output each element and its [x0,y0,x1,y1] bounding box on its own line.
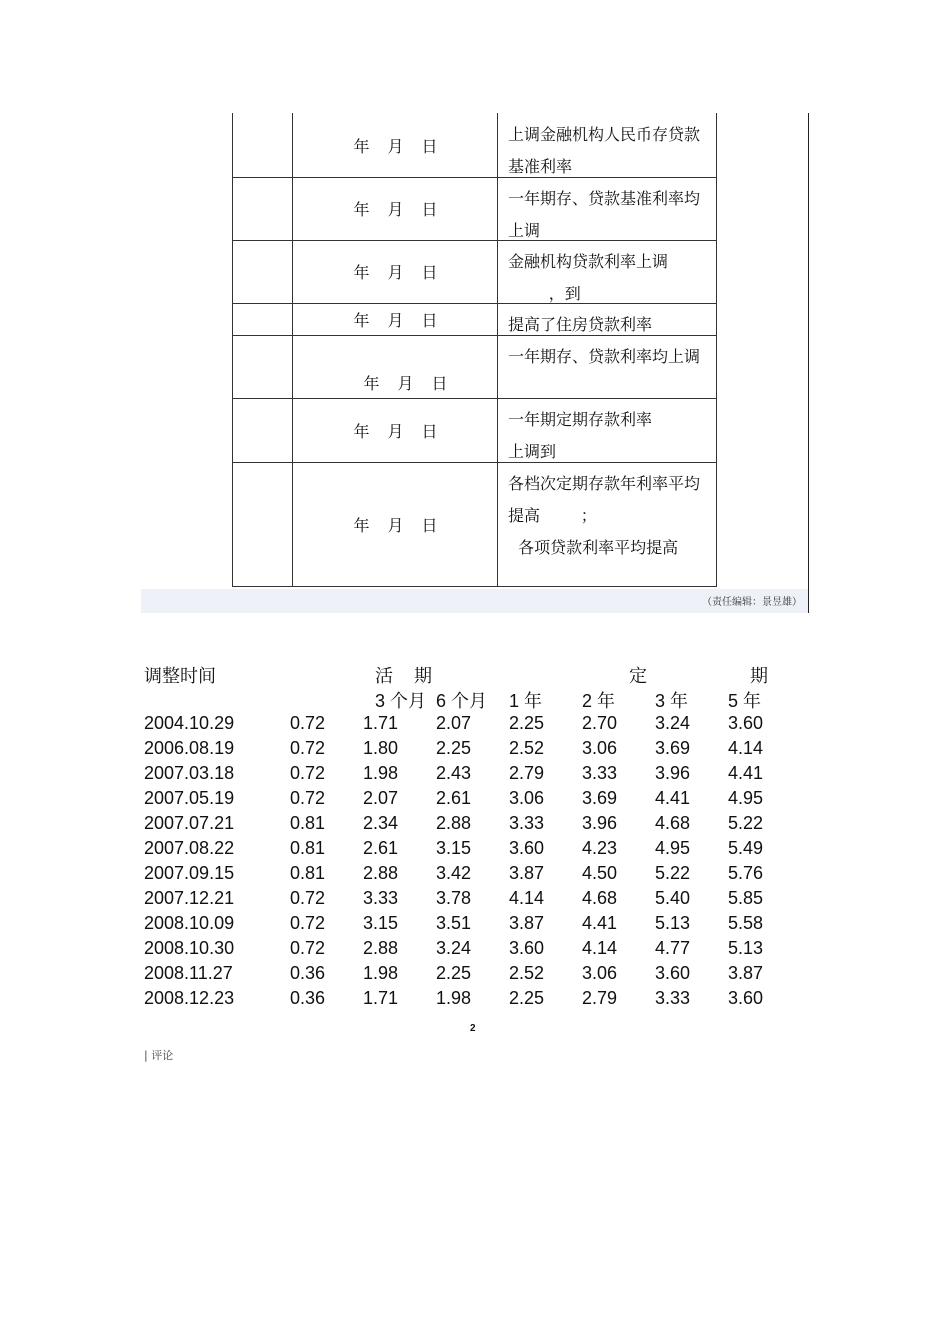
rate-cell: 0.72 [290,713,326,733]
rate-cell: 1.98 [436,988,472,1008]
rate-cell: 5.13 [655,913,691,933]
rate-cell: 0.72 [290,888,326,908]
event-description: 上调金融机构人民币存贷款 基准利率 [508,125,701,176]
rate-cell: 2.34 [363,813,399,833]
adjust-date-cell: 2007.05.19 [144,788,235,808]
event-description: 各档次定期存款年利率平均 提高 ； 各项贷款利率平均提高 [508,474,701,557]
rate-cell: 3.24 [436,938,472,958]
rate-cell: 2.25 [436,963,472,983]
rate-cell: 3.69 [582,788,618,808]
date-cell [293,240,498,303]
header-fixed-1: 定 [629,666,647,687]
rate-cell: 0.72 [290,788,326,808]
adjust-date-cell: 2007.09.15 [144,863,235,883]
rate-cell: 4.95 [655,838,691,858]
rate-cell: 3.87 [509,913,545,933]
rate-events-table [232,113,717,587]
date-month-label: 月 [387,516,404,535]
rate-cell: 4.68 [582,888,618,908]
table-row [0,788,950,813]
rate-cell: 1.71 [363,713,399,733]
rate-cell: 2.70 [582,713,618,733]
rate-cell: 3.06 [582,738,618,758]
rate-cell: 2.79 [582,988,618,1008]
rate-cell: 3.24 [655,713,691,733]
date-day-label: 日 [421,516,438,535]
rate-cell: 1.80 [363,738,399,758]
adjust-date-cell: 2007.12.21 [144,888,235,908]
table-row [0,938,950,963]
rate-cell: 5.13 [728,938,764,958]
date-cell [293,303,498,335]
adjust-date-cell: 2008.11.27 [144,963,233,983]
date-cell [293,113,498,177]
rate-cell: 2.88 [363,938,399,958]
rate-cell: 4.68 [655,813,691,833]
rate-cell: 2.88 [363,863,399,883]
rate-cell: 0.81 [290,813,326,833]
rate-cell: 0.36 [290,988,326,1008]
rate-cell: 3.51 [436,913,472,933]
rate-cell: 5.85 [728,888,764,908]
adjust-date-cell: 2008.10.09 [144,913,235,933]
header-current-1: 活 [375,666,393,687]
date-day-label: 日 [421,421,438,441]
table-row [0,888,950,913]
table-row [0,763,950,788]
rate-cell: 2.25 [509,713,545,733]
rate-cell: 0.81 [290,838,326,858]
rate-cell: 4.41 [655,788,691,808]
date-cell [293,398,498,462]
adjust-date-cell: 2007.07.21 [144,813,235,833]
rate-cell: 1.98 [363,963,399,983]
rate-cell: 0.81 [290,863,326,883]
adjust-date-cell: 2004.10.29 [144,713,235,733]
rate-cell: 2.79 [509,763,545,783]
rate-cell: 0.72 [290,738,326,758]
table-row [0,713,950,738]
rate-cell: 2.07 [436,713,472,733]
rate-cell: 3.33 [582,763,618,783]
table-row [0,863,950,888]
rate-cell: 3.15 [363,913,399,933]
date-year-label: 年 [353,516,370,535]
rate-cell: 4.41 [728,763,764,783]
rate-cell: 2.25 [436,738,472,758]
rate-cell: 5.40 [655,888,691,908]
adjust-date-cell: 2008.12.23 [144,988,235,1008]
rate-cell: 3.33 [363,888,399,908]
date-month-label: 月 [387,200,404,219]
page-number: 2 [470,1023,476,1034]
date-day-label: 日 [431,374,448,393]
table-row [0,913,950,938]
date-year-label: 年 [353,136,370,156]
term-header: 1 年 [509,691,543,711]
row-divider [233,335,716,336]
date-day-label: 日 [421,310,438,330]
header-adjust-time: 调整时间 [144,666,216,687]
term-header: 2 年 [582,691,616,711]
rate-cell: 2.07 [363,788,399,808]
date-year-label: 年 [353,263,370,282]
rate-cell: 5.49 [728,838,764,858]
rate-cell: 3.06 [582,963,618,983]
date-month-label: 月 [397,374,414,393]
rate-cell: 4.95 [728,788,764,808]
header-fixed-2: 期 [750,666,768,687]
page-right-border [808,113,809,613]
rate-cell: 3.60 [728,713,764,733]
rate-cell: 0.72 [290,763,326,783]
rate-cell: 3.60 [509,838,545,858]
comment-link[interactable]: | 评论 [144,1049,174,1062]
rate-cell: 3.33 [655,988,691,1008]
date-year-label: 年 [353,310,370,330]
rate-cell: 3.69 [655,738,691,758]
rate-cell: 3.60 [655,963,691,983]
event-description: 一年期存、贷款利率均上调 [508,347,701,366]
date-cell [293,462,498,587]
date-month-label: 月 [387,263,404,282]
rate-cell: 3.42 [436,863,472,883]
rate-cell: 5.58 [728,913,764,933]
date-day-label: 日 [421,200,438,219]
rate-cell: 3.06 [509,788,545,808]
term-header: 3 年 [655,691,689,711]
editor-note: （责任编辑：景昱雄） [141,589,808,613]
rate-cell: 4.14 [582,938,618,958]
term-header: 5 年 [728,691,762,711]
rate-cell: 4.41 [582,913,618,933]
table-row [0,963,950,988]
date-year-label: 年 [363,374,380,393]
rate-cell: 0.72 [290,913,326,933]
rate-cell: 4.77 [655,938,691,958]
rate-cell: 2.88 [436,813,472,833]
date-month-label: 月 [387,136,404,156]
adjust-date-cell: 2006.08.19 [144,738,235,758]
rate-cell: 2.25 [509,988,545,1008]
adjust-date-cell: 2007.08.22 [144,838,235,858]
date-month-label: 月 [387,310,404,330]
table-row [0,838,950,863]
date-day-label: 日 [421,263,438,282]
rate-cell: 5.76 [728,863,764,883]
table-row [0,988,950,1013]
rate-cell: 4.50 [582,863,618,883]
date-month-label: 月 [387,421,404,441]
event-description: 金融机构贷款利率上调 ，到 [508,252,669,303]
rate-cell: 3.87 [509,863,545,883]
rate-cell: 4.23 [582,838,618,858]
date-year-label: 年 [353,200,370,219]
event-description: 一年期定期存款利率 上调到 [508,410,653,461]
rate-cell: 4.14 [509,888,545,908]
rate-cell: 3.96 [582,813,618,833]
term-header: 3 个月 [375,691,427,711]
date-cell [293,177,498,240]
rate-cell: 1.71 [363,988,399,1008]
rate-cell: 5.22 [655,863,691,883]
rate-cell: 2.52 [509,738,545,758]
header-current-2: 期 [414,666,432,687]
rate-cell: 0.72 [290,938,326,958]
event-description: 提高了住房贷款利率 [508,315,653,334]
rate-cell: 3.78 [436,888,472,908]
term-header: 6 个月 [436,691,488,711]
rate-cell: 3.15 [436,838,472,858]
rate-cell: 3.87 [728,963,764,983]
rate-cell: 1.98 [363,763,399,783]
rate-cell: 2.61 [436,788,472,808]
rate-cell: 3.33 [509,813,545,833]
table-row [0,738,950,763]
adjust-date-cell: 2008.10.30 [144,938,235,958]
rate-cell: 5.22 [728,813,764,833]
rate-cell: 3.60 [509,938,545,958]
rate-cell: 2.61 [363,838,399,858]
event-description: 一年期存、贷款基准利率均 上调 [508,189,701,240]
date-year-label: 年 [353,421,370,441]
rate-cell: 3.96 [655,763,691,783]
rate-cell: 0.36 [290,963,326,983]
adjust-date-cell: 2007.03.18 [144,763,235,783]
rate-cell: 2.43 [436,763,472,783]
table-row [0,813,950,838]
rate-cell: 3.60 [728,988,764,1008]
rate-cell: 4.14 [728,738,764,758]
rate-cell: 2.52 [509,963,545,983]
date-day-label: 日 [421,136,438,156]
